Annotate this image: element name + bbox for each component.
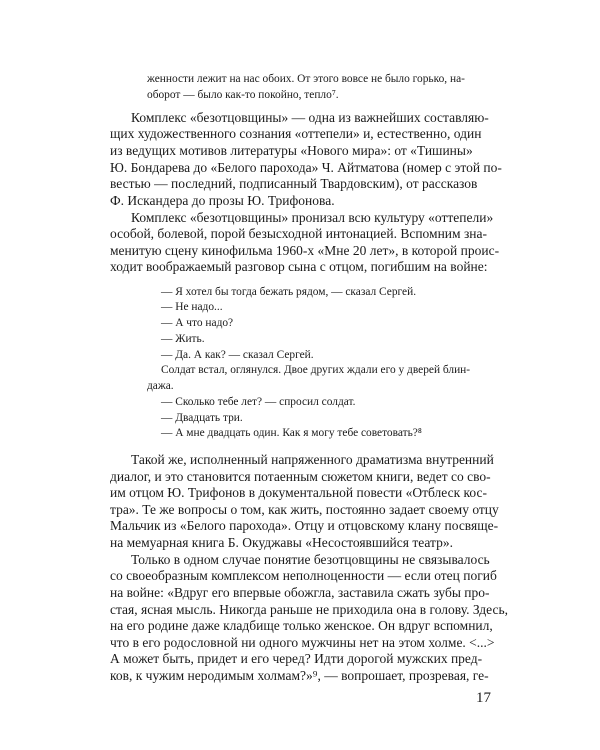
dialogue-line: — Не надо... [161,301,223,314]
text-line: Ю. Бондарева до «Белого парохода» Ч. Айтматова (номер с этой по- [110,159,502,175]
text-line: вестью — последний, подписанный Твардовским), от рассказов [110,176,478,192]
text-line: что в его родословной ни одного мужчины нет на этом холме. <...> [110,634,495,650]
text-line: на войне: «Вдруг его впервые обожгла, заставила сжать зубы про- [110,584,490,600]
dialogue-line: — А что надо? [161,317,234,330]
dialogue-line: — Да. А как? — сказал Сергей. [161,348,314,361]
text-line: диалог, и это становится потаенным сюжетом книги, ведет со сво- [110,468,491,484]
text-line: Ф. Искандера до прозы Ю. Трифонова. [110,192,335,208]
dialogue-line: — Жить. [161,332,205,345]
dialogue-line: Солдат встал, оглянулся. Двое других ждали его у дверей блин- [161,364,471,377]
quote-line: оборот — было как-то покойно, тепло⁷. [147,88,339,101]
text-line: на его родине даже кладбище только женское. Он вдруг вспомнил, [110,618,493,634]
text-line: Комплекс «безотцовщины» — одна из важнейших составляю- [131,109,489,125]
dialogue-line: — А мне двадцать один. Как я могу тебе советовать?⁸ [161,427,422,440]
text-line: Такой же, исполненный напряженного драматизма внутренний [131,451,494,467]
dialogue-line: — Двадцать три. [161,411,243,424]
text-line: со своеобразным комплексом неполноценности — если отец погиб [110,568,497,584]
text-line: Мальчик из «Белого парохода». Отцу и отцовскому клану посвяще- [110,518,499,534]
text-line: стая, ясная мысль. Никогда раньше не приходила она в голову. Здесь, [110,601,508,617]
dialogue-line: — Сколько тебе лет? — спросил солдат. [161,395,356,408]
text-line: ков, к чужим неродимым холмам?»⁹, — вопрошает, прозревая, ге- [110,668,489,683]
text-line: особой, болевой, порой безысходной интонацией. Вспомним зна- [110,226,487,242]
text-line: Комплекс «безотцовщины» пронизал всю культуру «оттепели» [131,209,494,225]
dialogue-line: — Я хотел бы тогда бежать рядом, — сказал Сергей. [161,285,417,298]
text-line: щих художественного сознания «оттепели» и, естественно, один [110,126,482,142]
quote-line: женности лежит на нас обоих. От этого вовсе не было горько, на- [147,73,465,85]
text-line: менитую сцену кинофильма 1960-х «Мне 20 лет», в которой проис- [110,242,500,258]
text-line: тра». Те же вопросы о том, как жить, постоянно задает своему отцу [110,501,499,517]
page-number: 17 [476,690,491,706]
text-line: им отцом Ю. Трифонов в документальной повести «Отблеск кос- [110,485,487,501]
dialogue-line: дажа. [147,380,174,393]
text-line: А может быть, придет и его черед? Идти дорогой мужских пред- [110,651,483,667]
text-line: Только в одном случае понятие безотцовщины не связывалось [131,551,490,567]
text-line: ходит воображаемый разговор сына с отцом, погибшим на войне: [110,259,488,275]
text-line: из ведущих мотивов литературы «Нового мира»: от «Тишины» [110,143,473,158]
text-line: на мемуарная книга Б. Окуджавы «Несостоявшийся театр». [110,535,453,550]
